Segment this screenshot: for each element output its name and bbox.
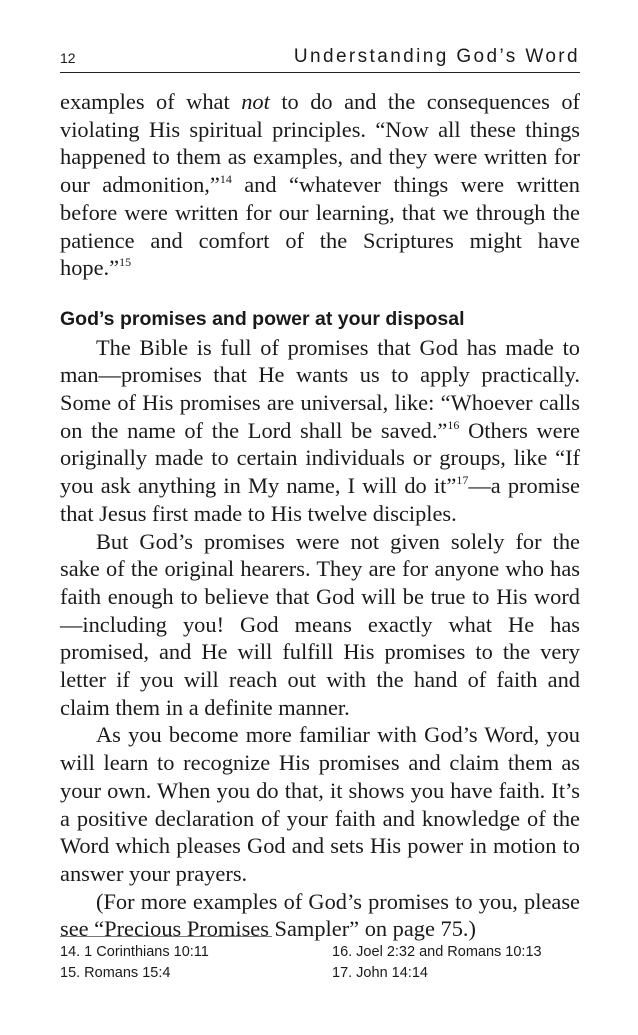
paragraph-promises [60, 334, 580, 528]
emphasis-text: not [241, 89, 270, 114]
footnote-15: 15. Romans 15:4 [60, 965, 171, 981]
footnote-17: 17. John 14:14 [332, 965, 428, 981]
page-number: 12 [60, 50, 76, 66]
text-run: examples of what [60, 89, 242, 114]
text-run: Others were originally made to certain individuals or groups, like “If you ask anything in My name, I will do it” [60, 417, 580, 499]
footnote-16: 16. Joel 2:32 and Romans 10:13 [332, 944, 542, 960]
paragraph-more-examples: (For more examples of God’s promises to you, please see “Precious Promises Sampler” on page 75.) [60, 888, 580, 942]
text-run: and “whatever things were written before were written for our learning, that we through the patience and comfort of the Scriptures might have hope.” [60, 172, 580, 281]
section-heading: God’s promises and power at your disposal [60, 307, 465, 330]
paragraph-original-hearers: But God’s promises were not given solely for the sake of the original hearers. They are for anyone who has faith enough to believe that God will be true to His word—including you! God means exactly what He has promised, and He will fulfill His promises to the very letter if you will reach out with the hand of faith and claim them in a definite manner. [60, 528, 580, 720]
text-run: to do and the consequences of violating His spiritual principles. “Now all these things happened to them as examples, and they were written for our admonition,” [60, 89, 580, 198]
footnote-14: 14. 1 Corinthians 10:11 [60, 944, 209, 960]
footnote-column-left [60, 942, 209, 984]
paragraph-familiar: As you become more familiar with God’s Word, you will learn to recognize His promises and claim them as your own. When you do that, it shows you have faith. It’s a positive declaration of your faith and knowledge of the Word which pleases God and sets His power in motion to answer your prayers. [60, 722, 580, 886]
footnote-divider [60, 936, 272, 937]
footnote-ref-14: 14 [219, 172, 232, 187]
footnote-ref-17: 17 [456, 473, 469, 488]
running-title: Understanding God’s Word [293, 46, 580, 67]
text-run: The Bible is full of promises that God has made to man—promises that He wants us to apply practically. Some of His promises are universal, like: “Whoever calls on the name of the Lord shall be saved.” [60, 334, 580, 443]
footnote-ref-16: 16 [447, 417, 460, 432]
body-text [60, 88, 580, 943]
page-header [60, 44, 580, 73]
footnote-column-right [332, 942, 542, 984]
footnote-ref-15: 15 [119, 255, 132, 270]
text-run: —a promise that Jesus first made to His twelve disciples. [60, 473, 580, 526]
paragraph-intro [60, 88, 580, 282]
